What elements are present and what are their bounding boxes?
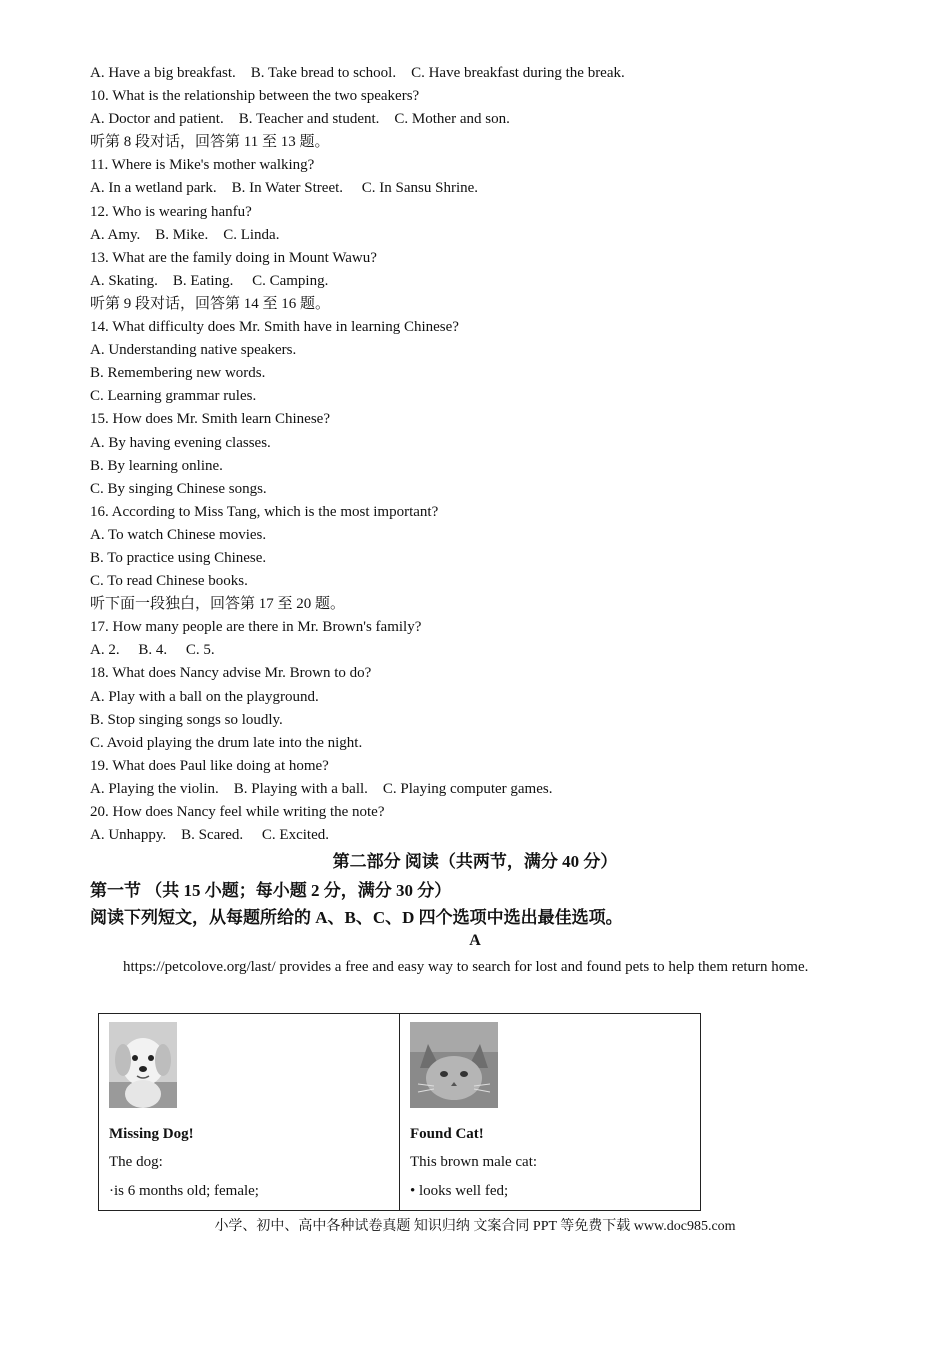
answer-options-11: A. In a wetland park. B. In Water Street. C. In Sansu Shrine. <box>90 180 479 197</box>
passage-intro: https://petcolove.org/last/ provides a free and easy way to search for lost and found pets to help them return home. <box>123 959 809 975</box>
dialogue-8-instruction: 听第 8 段对话，回答第 11 至 13 题。 <box>90 134 330 151</box>
answer-options-20: A. Unhappy. B. Scared. C. Excited. <box>90 827 329 844</box>
answer-option-14b: B. Remembering new words. <box>90 365 266 382</box>
question-list <box>90 62 890 847</box>
question-12: 12. Who is wearing hanfu? <box>90 203 252 220</box>
question-11: 11. Where is Mike's mother walking? <box>90 157 315 174</box>
answer-option-15c: C. By singing Chinese songs. <box>90 480 267 497</box>
cat-photo <box>410 1022 498 1108</box>
monologue-instruction: 听下面一段独白，回答第 17 至 20 题。 <box>90 596 346 613</box>
answer-options-13: A. Skating. B. Eating. C. Camping. <box>90 272 329 289</box>
dog-photo <box>109 1022 177 1108</box>
section-title: 第二部分 阅读（共两节，满分 40 分） <box>332 852 618 871</box>
pet-notice-table <box>98 1013 701 1211</box>
question-14: 14. What difficulty does Mr. Smith have in learning Chinese? <box>90 319 459 336</box>
cat-detail-fed: • looks well fed; <box>410 1183 509 1199</box>
page-footer: 小学、初中、高中各种试卷真题 知识归纳 文案合同 PPT 等免费下载 www.doc985.com <box>214 1219 736 1234</box>
reading-instruction: 阅读下列短文，从每题所给的 A、B、C、D 四个选项中选出最佳选项。 <box>90 908 623 927</box>
answer-options-12: A. Amy. B. Mike. C. Linda. <box>90 226 280 243</box>
passage-letter: A <box>469 932 481 949</box>
question-17: 17. How many people are there in Mr. Brown's family? <box>90 619 422 636</box>
missing-dog-cell <box>99 1014 399 1210</box>
question-13: 13. What are the family doing in Mount Wawu? <box>90 249 377 266</box>
dog-detail-age: ·is 6 months old; female; <box>109 1183 259 1199</box>
answer-option-16a: A. To watch Chinese movies. <box>90 526 267 543</box>
answer-option-16b: B. To practice using Chinese. <box>90 549 267 566</box>
missing-dog-heading: Missing Dog! <box>109 1126 194 1142</box>
dog-description-label: The dog: <box>109 1154 163 1170</box>
answer-option-18c: C. Avoid playing the drum late into the night. <box>90 734 363 751</box>
answer-options-9: A. Have a big breakfast. B. Take bread to school. C. Have breakfast during the break. <box>90 65 625 81</box>
question-19: 19. What does Paul like doing at home? <box>90 757 329 774</box>
question-18: 18. What does Nancy advise Mr. Brown to do? <box>90 665 372 682</box>
dialogue-9-instruction: 听第 9 段对话，回答第 14 至 16 题。 <box>90 295 331 312</box>
answer-option-14c: C. Learning grammar rules. <box>90 388 257 405</box>
answer-option-14a: A. Understanding native speakers. <box>90 342 297 359</box>
question-10: 10. What is the relationship between the two speakers? <box>90 88 420 105</box>
answer-options-19: A. Playing the violin. B. Playing with a ball. C. Playing computer games. <box>90 780 553 797</box>
found-cat-heading: Found Cat! <box>410 1126 484 1142</box>
answer-option-18a: A. Play with a ball on the playground. <box>90 688 319 705</box>
found-cat-cell <box>399 1014 700 1210</box>
answer-options-10: A. Doctor and patient. B. Teacher and student. C. Mother and son. <box>90 111 510 128</box>
answer-option-15a: A. By having evening classes. <box>90 434 271 451</box>
cat-description-label: This brown male cat: <box>410 1154 538 1170</box>
answer-option-15b: B. By learning online. <box>90 457 223 474</box>
question-16: 16. According to Miss Tang, which is the most important? <box>90 503 439 520</box>
question-15: 15. How does Mr. Smith learn Chinese? <box>90 411 330 428</box>
section-subtitle: 第一节 （共 15 小题；每小题 2 分，满分 30 分） <box>90 881 452 900</box>
answer-options-17: A. 2. B. 4. C. 5. <box>90 642 215 659</box>
answer-option-16c: C. To read Chinese books. <box>90 573 248 590</box>
question-20: 20. How does Nancy feel while writing the note? <box>90 804 385 820</box>
answer-option-18b: B. Stop singing songs so loudly. <box>90 711 283 728</box>
